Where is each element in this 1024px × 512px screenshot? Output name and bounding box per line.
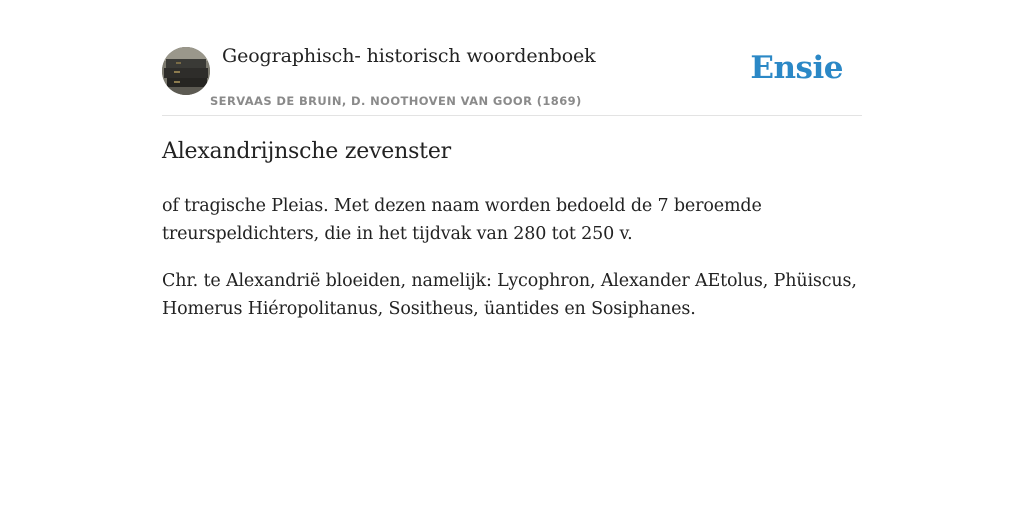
ensie-logo[interactable]: Ensie — [750, 50, 843, 86]
book-header — [162, 0, 862, 116]
entry-paragraph: Chr. te Alexandrië bloeiden, namelijk: Lycophron, Alexander AEtolus, Phüiscus, Homerus Hiéropolitanus, Sositheus, üantides en Sosiphanes. — [162, 271, 857, 319]
book-authors: SERVAAS DE BRUIN, D. NOOTHOVEN VAN GOOR (1869) — [210, 94, 582, 108]
book-cover-icon[interactable] — [162, 47, 210, 95]
entry-title: Alexandrijnsche zevenster — [162, 139, 451, 164]
book-title[interactable]: Geographisch- historisch woordenboek — [222, 45, 596, 67]
entry-card — [162, 0, 862, 512]
entry-paragraph: of tragische Pleias. Met dezen naam worden bedoeld de 7 beroemde treurspeldichters, die in het tijdvak van 280 tot 250 v. — [162, 196, 762, 244]
